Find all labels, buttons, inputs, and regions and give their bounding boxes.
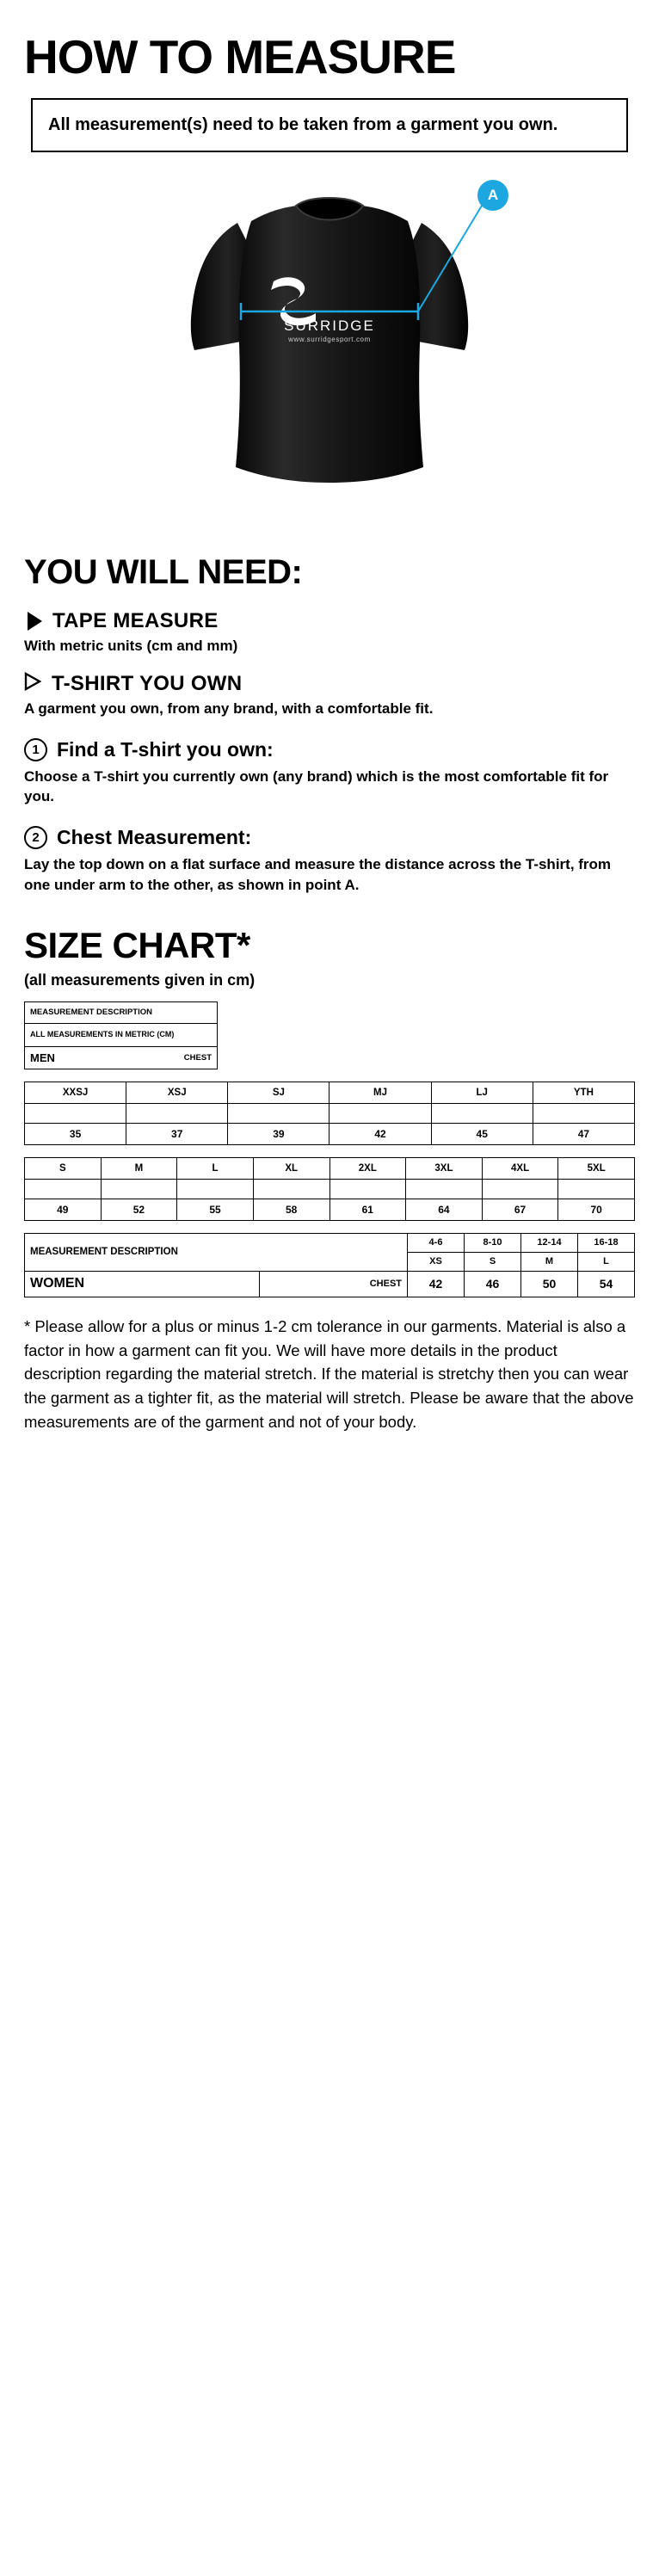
table-header-cell: S xyxy=(465,1252,521,1271)
triangle-bullet-icon xyxy=(28,612,42,631)
measurement-description-table xyxy=(24,1001,218,1069)
table-cell: 42 xyxy=(330,1123,431,1144)
table-header-cell: MJ xyxy=(330,1082,431,1103)
table-header-cell: S xyxy=(25,1157,102,1179)
table-cell: 55 xyxy=(177,1199,254,1220)
table-cell: 46 xyxy=(465,1271,521,1297)
table-cell xyxy=(533,1103,634,1123)
need-description: A garment you own, from any brand, with a comfortable fit. xyxy=(24,699,434,717)
callout-marker-a: A xyxy=(477,180,508,211)
step-number: 2 xyxy=(24,826,47,849)
table-cell xyxy=(101,1179,177,1199)
table-cell-chest: CHEST xyxy=(183,1052,212,1063)
table-row xyxy=(25,1103,635,1123)
women-size-table xyxy=(24,1233,635,1297)
step-title: Chest Measurement: xyxy=(57,826,252,849)
table-cell: 67 xyxy=(482,1199,558,1220)
table-header-cell: 4XL xyxy=(482,1157,558,1179)
table-cell: 49 xyxy=(25,1199,102,1220)
table-cell-men: MEN xyxy=(30,1051,55,1064)
table-cell: 58 xyxy=(253,1199,330,1220)
table-row xyxy=(25,1082,635,1103)
table-cell-chest: CHEST xyxy=(259,1271,407,1297)
need-title: T-SHIRT YOU OWN xyxy=(52,671,243,695)
table-header-cell: M xyxy=(521,1252,578,1271)
table-header-cell: LJ xyxy=(431,1082,533,1103)
step-1 xyxy=(24,738,635,808)
step-description: Choose a T-shirt you currently own (any brand) which is the most comfortable fit for you. xyxy=(24,767,609,805)
step-number: 1 xyxy=(24,738,47,761)
you-will-need-heading: YOU WILL NEED: xyxy=(24,552,303,591)
notice-box xyxy=(31,98,628,152)
table-cell xyxy=(482,1179,558,1199)
table-cell: 50 xyxy=(521,1271,578,1297)
table-cell: 54 xyxy=(578,1271,635,1297)
table-cell: 47 xyxy=(533,1123,634,1144)
table-cell xyxy=(228,1103,330,1123)
page-title: HOW TO MEASURE xyxy=(24,30,456,83)
table-cell xyxy=(177,1179,254,1199)
table-header-cell: XS xyxy=(408,1252,465,1271)
table-cell: MEASUREMENT DESCRIPTION xyxy=(25,1001,218,1023)
table-header-cell: XXSJ xyxy=(25,1082,126,1103)
table-row xyxy=(25,1123,635,1144)
step-2 xyxy=(24,826,635,896)
table-header-cell: 3XL xyxy=(406,1157,483,1179)
table-header-cell: 16-18 xyxy=(578,1233,635,1252)
table-row xyxy=(25,1179,635,1199)
table-header-cell: 5XL xyxy=(558,1157,635,1179)
table-cell: 52 xyxy=(101,1199,177,1220)
table-header-cell: XSJ xyxy=(126,1082,228,1103)
table-cell: ALL MEASUREMENTS IN METRIC (CM) xyxy=(25,1023,218,1046)
shirt-body xyxy=(236,204,423,483)
table-cell xyxy=(126,1103,228,1123)
table-cell xyxy=(558,1179,635,1199)
table-cell-women: WOMEN xyxy=(25,1271,260,1297)
table-header-cell: 4-6 xyxy=(408,1233,465,1252)
table-cell xyxy=(330,1179,406,1199)
table-cell: 39 xyxy=(228,1123,330,1144)
table-cell: 61 xyxy=(330,1199,406,1220)
table-cell xyxy=(431,1103,533,1123)
step-description: Lay the top down on a flat surface and measure the distance across the T-shirt, from one under arm to the other, as shown in point A. xyxy=(24,856,612,894)
table-cell: 37 xyxy=(126,1123,228,1144)
need-item-tshirt xyxy=(24,672,635,719)
table-row xyxy=(25,1271,635,1297)
table-header-cell: L xyxy=(177,1157,254,1179)
table-header-cell: YTH xyxy=(533,1082,634,1103)
table-header-cell: 12-14 xyxy=(521,1233,578,1252)
table-header-cell: SJ xyxy=(228,1082,330,1103)
table-cell xyxy=(406,1179,483,1199)
table-header-cell: 2XL xyxy=(330,1157,406,1179)
size-chart-heading: SIZE CHART* xyxy=(24,924,250,965)
notice-text: All measurement(s) need to be taken from a garment you own. xyxy=(48,114,558,134)
step-title: Find a T-shirt you own: xyxy=(57,737,274,761)
table-header-cell: M xyxy=(101,1157,177,1179)
size-chart-subtitle: (all measurements given in cm) xyxy=(24,971,256,989)
tshirt-graphic xyxy=(145,171,514,515)
footnote-text: * Please allow for a plus or minus 1-2 cm tolerance in our garments. Material is also a factor in how a garment can fit you. We will have more details in the product description regarding the material stretch. If the material is stretchy then you can wear the garment as a tighter fit, as the material will stretch. Please be aware that the above measurements are of the garment and not of your body. xyxy=(24,1316,634,1431)
adult-size-table xyxy=(24,1157,635,1221)
table-cell: 45 xyxy=(431,1123,533,1144)
need-description: With metric units (cm and mm) xyxy=(24,637,238,654)
table-cell xyxy=(330,1103,431,1123)
need-title: TAPE MEASURE xyxy=(52,608,219,632)
table-row xyxy=(25,1199,635,1220)
tshirt-illustration xyxy=(24,171,635,533)
youth-size-table xyxy=(24,1082,635,1145)
table-cell xyxy=(25,1103,126,1123)
table-cell xyxy=(253,1179,330,1199)
table-cell: 42 xyxy=(408,1271,465,1297)
table-header-cell-description: MEASUREMENT DESCRIPTION xyxy=(25,1233,408,1271)
brand-name: SURRIDGE xyxy=(284,317,375,334)
table-header-cell: L xyxy=(578,1252,635,1271)
table-cell: 35 xyxy=(25,1123,126,1144)
table-row xyxy=(25,1233,635,1252)
table-cell xyxy=(25,1179,102,1199)
table-header-cell: 8-10 xyxy=(465,1233,521,1252)
table-row xyxy=(25,1157,635,1179)
table-cell: 64 xyxy=(406,1199,483,1220)
table-header-cell: XL xyxy=(253,1157,330,1179)
triangle-outline-bullet-icon xyxy=(24,672,41,695)
need-item-tape-measure xyxy=(24,609,635,656)
brand-url: www.surridgesport.com xyxy=(288,335,371,343)
table-cell: 70 xyxy=(558,1199,635,1220)
